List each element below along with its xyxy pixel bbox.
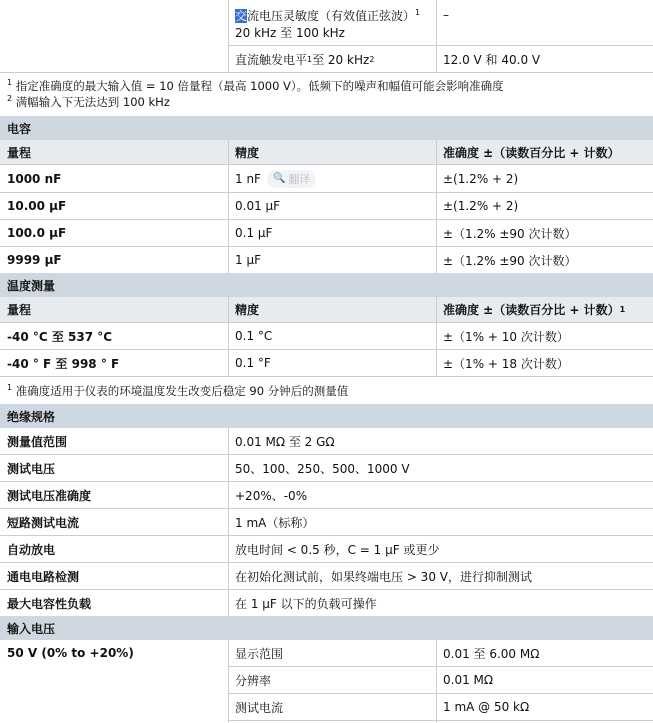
- footnote-2: $^2$ 满幅输入下无法达到 100 kHz: [7, 94, 170, 109]
- divider: [0, 72, 653, 73]
- table-header: [0, 140, 653, 164]
- dc-trigger-row: [0, 46, 653, 72]
- section-title: 绝缘规格: [7, 409, 56, 424]
- translate-badge[interactable]: 🔍 翻译: [267, 170, 316, 188]
- ac-sensitivity-value: –: [443, 8, 449, 22]
- footnote-temperature: $^1$ 准确度适用于仪表的环境温度发生改变后稳定 90 分钟后的测量值: [7, 383, 349, 398]
- ac-sensitivity-row: [0, 0, 653, 45]
- table-row: 测量值范围 0.01 MΩ 至 2 GΩ: [7, 434, 335, 449]
- table-row: 通电电路检测 在初始化测试前，如果终端电压 > 30 V，进行抑制测试: [7, 569, 532, 584]
- dc-trigger-value: 12.0 V 和 40.0 V: [443, 52, 541, 67]
- section-input-voltage: [0, 616, 653, 640]
- table-row: 分辨率 0.01 MΩ: [235, 673, 494, 688]
- col-header-range: 量程: [7, 303, 32, 317]
- col-divider: [436, 640, 437, 723]
- col-header-accuracy: 准确度 ±（读数百分比 + 计数）: [443, 145, 620, 160]
- table-row: 9999 μF 1 μF ±（1.2% ±90 次计数）: [7, 253, 577, 268]
- group-label: 50 V (0% to +20%): [7, 646, 134, 660]
- table-row: 测试电压准确度 +20%、-0%: [7, 488, 308, 503]
- table-row: 显示范围 0.01 至 6.00 MΩ: [235, 646, 540, 661]
- section-title: 输入电压: [7, 621, 56, 636]
- table-row: 测试电流 1 mA @ 50 kΩ: [235, 700, 530, 715]
- table-row: -40 °C 至 537 °C 0.1 °C ±（1% + 10 次计数）: [7, 329, 569, 344]
- table-row: 最大电容性负载 在 1 μF 以下的负载可操作: [7, 596, 377, 611]
- divider: [0, 376, 653, 377]
- col-divider: [228, 0, 229, 72]
- col-header-accuracy: 准确度 ±（读数百分比 + 计数） 1: [443, 303, 626, 317]
- table-header: [0, 297, 653, 322]
- divider: [228, 720, 653, 721]
- col-divider: [228, 640, 229, 723]
- col-header-range: 量程: [7, 145, 32, 160]
- table-row: 测试电压 50、100、250、500、1000 V: [7, 461, 410, 476]
- footnote-1: $^1$ 指定准确度的最大输入值 = 10 倍量程（最高 1000 V）。低频下的噪声和幅值可能会影响准确度: [7, 78, 504, 93]
- table-row: 10.00 μF 0.01 μF ±(1.2% + 2): [7, 199, 519, 213]
- col-divider: [228, 428, 229, 616]
- col-divider: [436, 140, 437, 273]
- col-divider: [436, 0, 437, 72]
- col-header-resolution: 精度: [235, 303, 260, 317]
- section-title: 电容: [7, 121, 32, 136]
- table-row: 1000 nF 1 nF 🔍 翻译 ±(1.2% + 2): [7, 171, 519, 186]
- ac-sensitivity-label: 交流电压灵敏度（有效值正弦波）$^1$ 20 kHz 至 100 kHz: [235, 7, 421, 40]
- section-title: 温度测量: [7, 278, 56, 293]
- section-capacitance: [0, 116, 653, 140]
- col-divider: [436, 297, 437, 376]
- search-icon: 🔍: [272, 173, 286, 184]
- section-temperature: [0, 273, 653, 297]
- table-row: 短路测试电流 1 mA（标称）: [7, 515, 315, 530]
- table-row: 100.0 μF 0.1 μF ±（1.2% ±90 次计数）: [7, 226, 577, 241]
- table-row: 自动放电 放电时间 < 0.5 秒，C = 1 μF 或更少: [7, 542, 440, 557]
- section-insulation: [0, 404, 653, 428]
- selected-text[interactable]: 交: [235, 8, 248, 23]
- dc-trigger-label: 直流触发电平 1 至 20 kHz 2: [235, 52, 375, 67]
- col-divider: [228, 140, 229, 273]
- col-header-resolution: 精度: [235, 145, 260, 160]
- table-row: -40 ° F 至 998 ° F 0.1 °F ±（1% + 18 次计数）: [7, 356, 569, 371]
- col-divider: [228, 297, 229, 376]
